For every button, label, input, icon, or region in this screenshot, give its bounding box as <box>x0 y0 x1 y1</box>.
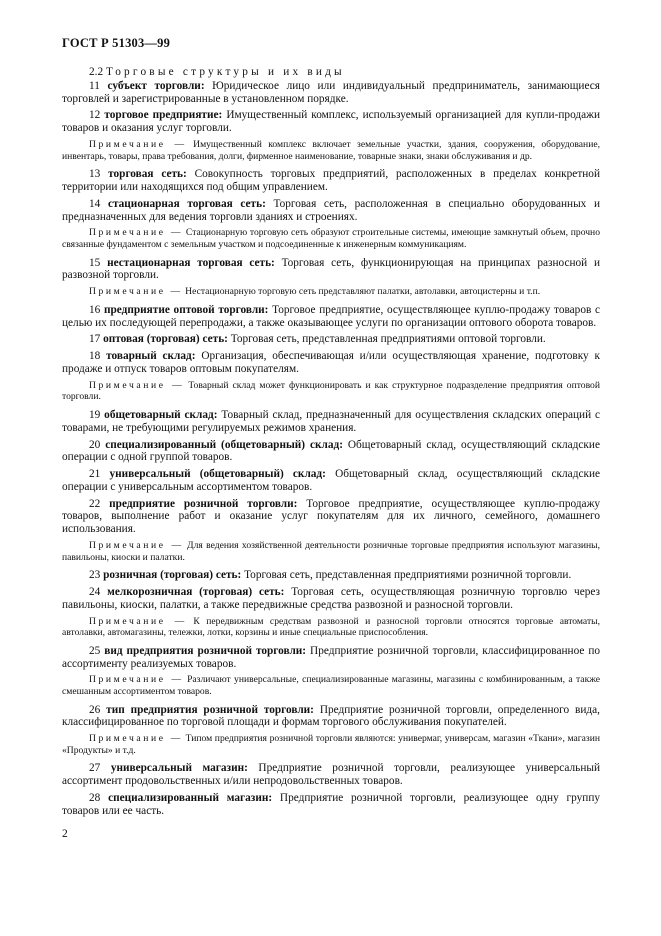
page-number: 2 <box>62 828 68 840</box>
section-heading <box>62 66 600 79</box>
term-name: нестационарная торговая сеть: <box>107 256 275 269</box>
term-note: Примечание — Товарный склад может функционировать и как структурное подразделение предприятия оптовой торговли. <box>62 379 600 403</box>
term-name: вид предприятия розничной торговли: <box>104 644 307 657</box>
term-entry: 15 нестационарная торговая сеть: Торговая сеть, функционирующая на принципах разносной и развозной торговли. <box>62 256 600 282</box>
term-entry: 25 вид предприятия розничной торговли: Предприятие розничной торговли, классифицированное по ассортименту реализуемых товаров. <box>62 644 601 670</box>
term-entry: 20 специализированный (общетоварный) склад: Общетоварный склад, осуществляющий складские операции с одной группой товаров. <box>62 438 600 464</box>
term-entry: 14 стационарная торговая сеть: Торговая сеть, расположенная в специально оборудованных и предназначенных для ведения торговли зданиях и строениях. <box>62 197 601 223</box>
term-name: мелкорозничная (торговая) сеть: <box>107 586 285 599</box>
term-name: тип предприятия розничной торговли: <box>106 703 314 716</box>
term-entry: 23 розничная (торговая) сеть: Торговая сеть, представленная предприятиями розничной торговли. <box>89 569 572 582</box>
note-label: Примечание — <box>89 379 185 391</box>
term-entry: 18 товарный склад: Организация, обеспечивающая и/или осуществляющая хранение, подготовку к продаже и отпуск товаров оптовым покупателям. <box>62 350 600 375</box>
term-note: Примечание — Нестационарную торговую сеть представляют палатки, автолавки, автоцистерны и т.п. <box>89 286 541 298</box>
note-label: Примечание — <box>89 286 183 298</box>
term-name: торговая сеть: <box>108 168 187 181</box>
term-name: общетоварный склад: <box>104 408 218 421</box>
term-entry: 17 оптовая (торговая) сеть: Торговая сеть, представленная предприятиями оптовой торговли. <box>89 333 546 346</box>
note-label: Примечание — <box>89 540 184 552</box>
term-entry: 13 торговая сеть: Совокупность торговых предприятий, расположенных в пределах конкретной территории или находящихся под общим управлением. <box>62 168 600 193</box>
note-label: Примечание — <box>89 227 184 239</box>
note-label: Примечание — <box>89 674 184 686</box>
term-note: Примечание — К передвижным средствам развозной и разносной торговли относятся торговые автоматы, автолавки, автомагазины, тележки, лотки, корзины и иные специальные приспособления. <box>62 615 600 639</box>
term-entry: 24 мелкорозничная (торговая) сеть: Торговая сеть, осуществляющая розничную торговлю через павильоны, киоски, палатки, а также передвижные средства развозной и разносной торговли. <box>62 586 601 611</box>
note-label: Примечание — <box>89 615 187 627</box>
term-note: Примечание — Имущественный комплекс включает земельные участки, здания, сооружения, оборудование, инвентарь, товары, права требования, долги, фирменное наименование, товарные знаки, знаки обслуживания и др. <box>62 138 600 162</box>
document-header: ГОСТ Р 51303—99 <box>62 36 171 50</box>
term-name: торговое предприятие: <box>104 109 223 122</box>
term-entry: 28 специализированный магазин: Предприятие розничной торговли, реализующее одну группу товаров или ее часть. <box>62 792 601 817</box>
term-entry: 12 торговое предприятие: Имущественный комплекс, используемый организацией для купли-продажи товаров и оказания услуг торговли. <box>62 109 600 135</box>
term-name: товарный склад: <box>106 350 196 363</box>
term-name: предприятие розничной торговли: <box>109 497 298 510</box>
term-name: предприятие оптовой торговли: <box>104 303 269 316</box>
section-number: 2.2 <box>89 66 104 78</box>
section-title: Торговые структуры и их виды <box>105 66 345 78</box>
term-entry: 27 универсальный магазин: Предприятие розничной торговли, реализующее универсальный ассортимент продовольственных и/или непродовольственных товаров. <box>62 762 600 788</box>
term-name: оптовая (торговая) сеть: <box>103 333 228 346</box>
term-name: специализированный (общетоварный) склад: <box>105 438 343 451</box>
term-name: универсальный магазин: <box>110 762 248 775</box>
term-note: Примечание — Для ведения хозяйственной деятельности розничные торговые предприятия используют магазины, павильоны, киоски и палатки. <box>62 540 600 563</box>
term-note: Примечание — Стационарную торговую сеть образуют строительные системы, имеющие замкнутый объем, прочно связанные фундаментом с земельным участком и подсоединенные к инженерным коммуникациям. <box>62 227 600 250</box>
term-entry: 22 предприятие розничной торговли: Торговое предприятие, осуществляющее куплю-продажу товаров, выполнение работ и оказание услуг покупателям для их личного, семейного, домашнего использования. <box>62 497 601 536</box>
note-label: Примечание — <box>89 138 187 150</box>
term-name: универсальный (общетоварный) склад: <box>109 468 326 481</box>
document-body <box>62 66 600 822</box>
term-entry: 19 общетоварный склад: Товарный склад, предназначенный для осуществления складских операций с товарами, не требующими регулируемых режимов хранения. <box>62 408 601 434</box>
term-note: Примечание — Типом предприятия розничной торговли являются: универмаг, универсам, магазин «Ткани», магазин «Продукты» и т.д. <box>62 733 600 756</box>
term-name: стационарная торговая сеть: <box>107 197 266 210</box>
term-entry: 26 тип предприятия розничной торговли: Предприятие розничной торговли, определенного вида, классифицированное по торговой площади и формам торгового обслуживания покупателей. <box>62 703 601 729</box>
term-name: субъект торговли: <box>107 79 205 92</box>
term-name: розничная (торговая) сеть: <box>103 569 242 582</box>
term-note: Примечание — Различают универсальные, специализированные магазины, магазины с комбинированным, а также смешанным ассортиментом товаров. <box>62 674 600 698</box>
term-name: специализированный магазин: <box>108 792 273 804</box>
term-entry: 16 предприятие оптовой торговли: Торговое предприятие, осуществляющее куплю-продажу товаров с целью их последующей перепродажи, а также оказывающее услуги по организации оптового оборота товаров. <box>62 303 601 329</box>
term-entry: 11 субъект торговли: Юридическое лицо или индивидуальный предприниматель, занимающиеся торговлей и зарегистрированные в установленном порядке. <box>62 79 600 105</box>
term-entry: 21 универсальный (общетоварный) склад: Общетоварный склад, осуществляющий складские операции с универсальным ассортиментом товаров. <box>62 468 601 493</box>
note-label: Примечание — <box>89 733 183 745</box>
